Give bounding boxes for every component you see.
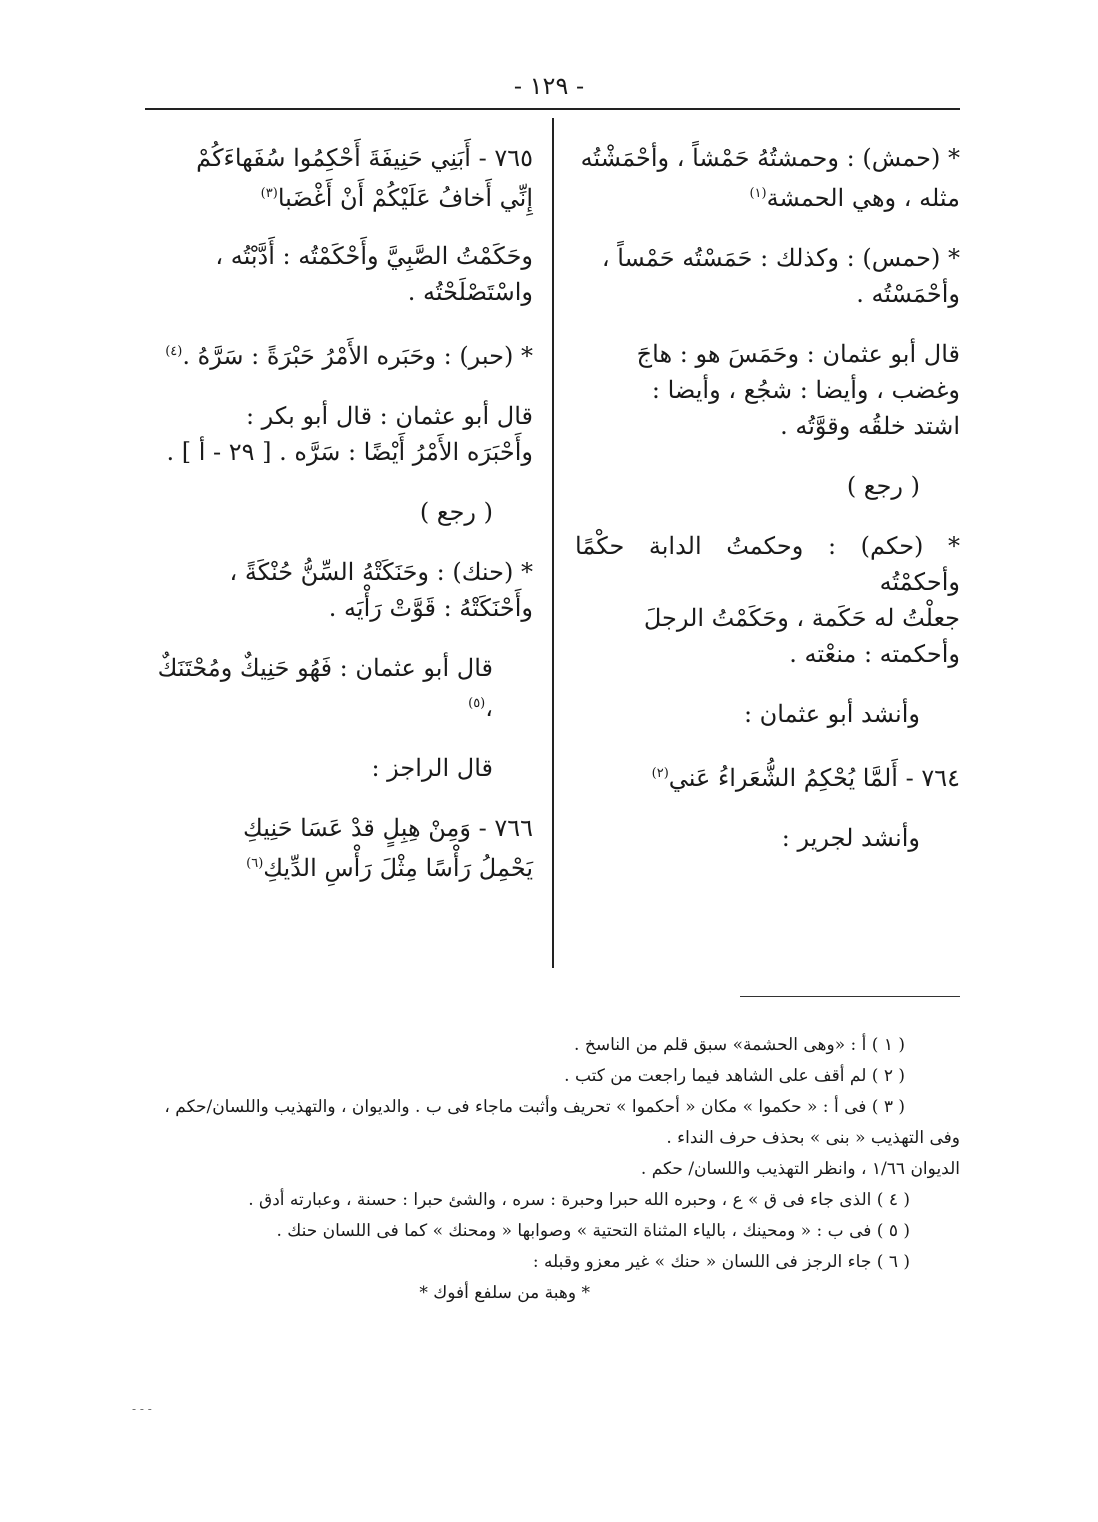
footnote-line: * وهبة من سلفع أفوك *: [419, 1283, 590, 1303]
text-line: * (حبر) : وحَبَره الأَمْرُ حَبْرَةً : سَرَّهُ .$^{(٤)}$: [165, 342, 533, 370]
text-line: وأَحْنَكَتْهُ : قَوَّتْ رَأْيَه .: [328, 594, 533, 622]
text-paragraph: [145, 238, 533, 310]
footnote-line: ( ٢ ) لم أقف على الشاهد فيما راجعت من كتب .: [564, 1066, 905, 1086]
footnote-marker: (٢): [651, 766, 669, 781]
footnote-line: ( ٦ ) جاء الرجز فى اللسان « حنك » غير معزو وقبله :: [532, 1252, 910, 1272]
text-paragraph: [575, 820, 960, 856]
text-line: وحَكَمْتُ الصَّبِيَّ وأَحْكَمْتُه : أَدَّبْتُه ،: [215, 242, 533, 270]
verse-block: [145, 140, 533, 216]
text-paragraph: [575, 240, 960, 312]
text-line: اشتد خلقُه وقوَّتُه .: [780, 412, 960, 440]
text-line: * (حنك) : وحَنَكَتْهُ السِّنُّ حُنْكَةً ،: [229, 558, 533, 586]
header-rule: [145, 108, 960, 110]
text-line: ٧٦٦ - وَمِنْ هِبِلٍ قدْ عَسَا حَنِيكِ: [242, 814, 533, 842]
bottom-mark: - - -: [132, 1402, 152, 1416]
text-line: ( رجع ): [419, 498, 493, 526]
footnotes: [140, 1030, 960, 1309]
footnote-line: ( ١ ) أ : «وهى الحشمة» سبق قلم من الناسخ .: [574, 1035, 905, 1055]
text-line: وأحْمَسْتُه .: [856, 280, 960, 308]
text-line: ٧٦٤ - أَلمَّا يُحْكِمُ الشُّعَراءُ عَني$^{(٢)}$: [651, 764, 960, 792]
verse-block: [145, 810, 533, 886]
text-paragraph: [145, 494, 533, 530]
text-line: مثله ، وهي الحمشة$^{(١)}$: [749, 184, 960, 212]
text-line: * (حمش) : وحمشتُهُ حَمْشاً ، وأحْمَشْتُه: [580, 144, 960, 172]
footnote-line: الديوان ١/٦٦ ، وانظر التهذيب واللسان/ حكم .: [640, 1159, 960, 1179]
footnote-line: وفى التهذيب « بنى » بحذف حرف النداء .: [666, 1128, 960, 1148]
text-paragraph: [575, 528, 960, 672]
footnote-marker: (٥): [468, 696, 486, 711]
text-line: قال أبو عثمان : قال أبو بكر :: [245, 402, 533, 430]
text-line: ٧٦٥ - أَبَنِي حَنِيفَةَ أَحْكِمُوا سُفَهاءَكُمْ: [196, 144, 533, 172]
text-line: يَحْمِلُ رَأْسًا مِثْلَ رَأْسِ الدِّيكِ$^{(٦)}$: [246, 854, 533, 882]
text-line: * (حكم) : وحكمتُ الدابة حكْمًا وأحكمْتُه: [575, 532, 960, 596]
text-line: وأنشد أبو عثمان :: [743, 700, 920, 728]
page-number: - ١٢٩ -: [513, 72, 585, 100]
left-column: [145, 140, 533, 908]
text-line: واسْتَصْلَحْتُه .: [407, 278, 533, 306]
text-line: ( رجع ): [846, 472, 920, 500]
text-line: وأحكمته : منعْته .: [789, 640, 960, 668]
footnote-rule: [740, 996, 960, 997]
text-paragraph: [145, 750, 533, 786]
footnote-marker: (١): [749, 186, 767, 201]
text-line: وأنشد لجرير :: [781, 824, 920, 852]
text-line: وأَحْبَرَه الأَمْرُ أَيْضًا : سَرَّه . [ ٢٩ - أ ] .: [166, 438, 533, 466]
text-paragraph: [575, 696, 960, 732]
column-divider: [552, 118, 554, 968]
text-line: * (حمس) : وكذلك : حَمَسْتُه حَمْساً ،: [601, 244, 960, 272]
footnote-marker: (٣): [260, 186, 278, 201]
text-line: إِنِّي أَخافُ عَلَيْكُمْ أَنْ أَغْضَبا$^{(٣)}$: [260, 184, 533, 212]
text-line: قال الراجز :: [371, 754, 493, 782]
right-column: [575, 140, 960, 880]
text-paragraph: [575, 756, 960, 796]
text-paragraph: [145, 334, 533, 374]
text-paragraph: [145, 650, 533, 726]
text-line: قال أبو عثمان : فَهُو حَنِيكٌ ومُحْتَنَكٌ ،$^{(٥)}$: [157, 654, 493, 722]
text-line: جعلْتُ له حَكَمة ، وحَكَمْتُ الرجلَ: [643, 604, 960, 632]
text-line: وغضب ، وأيضا : شجُع ، وأيضا :: [651, 376, 960, 404]
footnote-marker: (٤): [165, 344, 183, 359]
text-paragraph: [145, 554, 533, 626]
footnote-line: ( ٥ ) فى ب : « ومحينك ، بالياء المثناة التحتية » وصوابها « ومحنك » كما فى اللسان حنك .: [276, 1221, 910, 1241]
text-paragraph: [575, 336, 960, 444]
footnote-line: ( ٤ ) الذى جاء فى ق » ع ، وحبره الله حبرا وحبرة : سره ، والشئ حبرا : حسنة ، وعبارته أدق .: [248, 1190, 910, 1210]
footnote-marker: (٦): [246, 856, 264, 871]
footnote-line: ( ٣ ) فى أ : « حكموا » مكان « أحكموا » تحريف وأثبت ماجاء فى ب . والديوان ، والتهذيب واللسان/حكم ،: [164, 1097, 905, 1117]
text-paragraph: [575, 468, 960, 504]
text-paragraph: [575, 140, 960, 216]
text-line: قال أبو عثمان : وحَمَسَ هو : هاجَ: [636, 340, 960, 368]
text-paragraph: [145, 398, 533, 470]
